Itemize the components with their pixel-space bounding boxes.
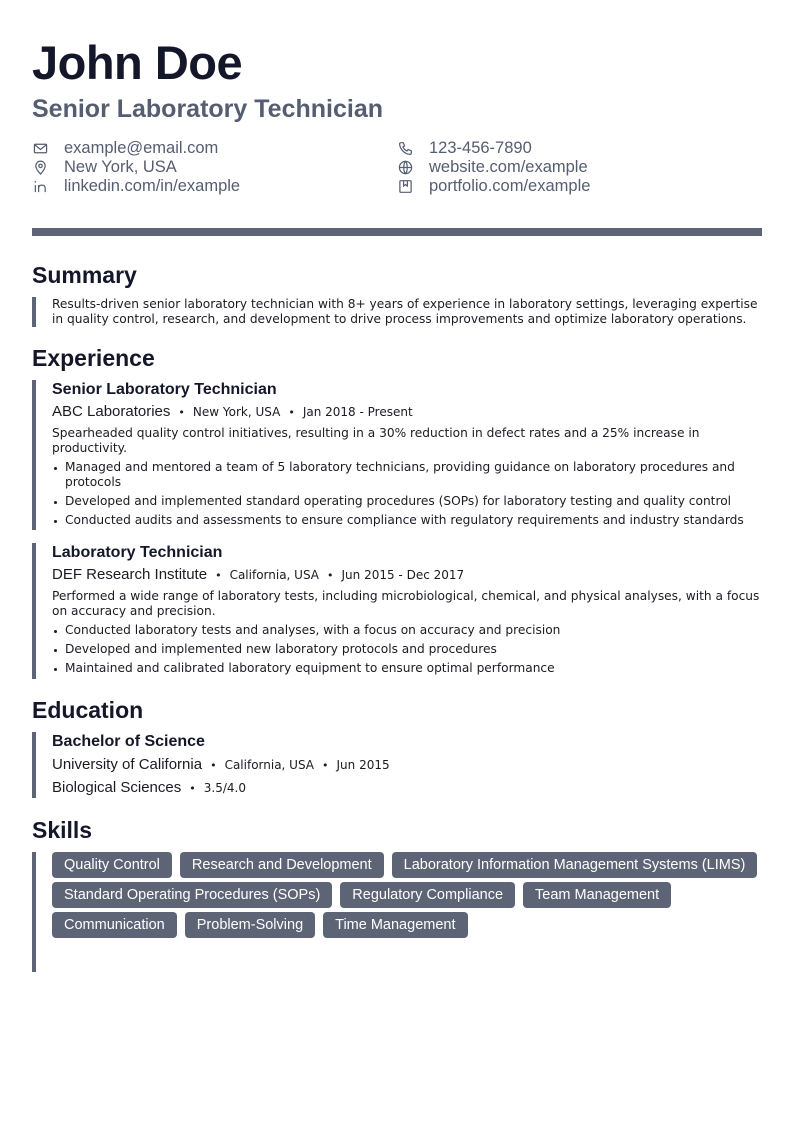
contact-column-right bbox=[397, 139, 590, 196]
separator-dot: • bbox=[210, 759, 217, 772]
contact-phone[interactable] bbox=[397, 139, 590, 158]
job-company: ABC Laboratories bbox=[52, 403, 171, 420]
skills-heading: Skills bbox=[32, 817, 93, 843]
education-field: Biological Sciences bbox=[52, 779, 182, 796]
education-institution-line bbox=[52, 755, 762, 775]
job-title: Laboratory Technician bbox=[52, 544, 223, 561]
contact-email[interactable] bbox=[32, 139, 240, 158]
contact-linkedin-text: linkedin.com/in/example bbox=[64, 177, 241, 195]
linkedin-icon bbox=[32, 179, 48, 195]
experience-heading: Experience bbox=[32, 345, 155, 371]
skills-block bbox=[32, 852, 762, 972]
skill-tag: Time Management bbox=[323, 912, 467, 938]
job-title: Senior Laboratory Technician bbox=[52, 381, 277, 398]
job-bullets bbox=[52, 623, 762, 676]
job-company: DEF Research Institute bbox=[52, 566, 208, 583]
skill-tag: Communication bbox=[52, 912, 177, 938]
job-description: Spearheaded quality control initiatives, resulting in a 30% reduction in defect rates and a 25% increase in productivity. bbox=[52, 426, 700, 455]
education-item bbox=[32, 732, 762, 798]
education-date: Jun 2015 bbox=[336, 758, 390, 772]
job-bullet: Conducted audits and assessments to ensure compliance with regulatory requirements and industry standards bbox=[52, 513, 762, 528]
job-bullet: Conducted laboratory tests and analyses, with a focus on accuracy and precision bbox=[52, 623, 762, 638]
separator-dot: • bbox=[215, 569, 222, 582]
job-bullet: Managed and mentored a team of 5 laboratory technicians, providing guidance on laboratory procedures and protocols bbox=[52, 460, 762, 490]
summary-block bbox=[32, 297, 762, 327]
job-bullets bbox=[52, 460, 762, 528]
job-description: Performed a wide range of laboratory tests, including microbiological, chemical, and physical analyses, with a focus on accuracy and precision. bbox=[52, 589, 760, 618]
education-field-line bbox=[52, 778, 762, 798]
separator-dot: • bbox=[189, 782, 196, 795]
contact-website[interactable] bbox=[397, 158, 590, 177]
separator-dot: • bbox=[327, 569, 334, 582]
phone-icon bbox=[397, 141, 413, 157]
experience-item bbox=[32, 543, 762, 679]
skill-tag: Research and Development bbox=[180, 852, 384, 878]
contact-phone-text: 123-456-7890 bbox=[429, 139, 532, 157]
contact-linkedin[interactable] bbox=[32, 177, 240, 196]
education-institution: University of California bbox=[52, 756, 203, 773]
skills-list bbox=[52, 852, 762, 938]
job-location: California, USA bbox=[229, 568, 320, 582]
job-location: New York, USA bbox=[192, 405, 281, 419]
job-meta bbox=[52, 566, 762, 585]
header-divider bbox=[32, 228, 762, 236]
candidate-name: John Doe bbox=[32, 36, 243, 89]
skill-tag: Laboratory Information Management Systems (LIMS) bbox=[392, 852, 758, 878]
contact-email-text: example@email.com bbox=[64, 139, 219, 157]
experience-item bbox=[32, 380, 762, 530]
globe-icon bbox=[397, 160, 413, 176]
job-meta bbox=[52, 403, 762, 422]
contact-location bbox=[32, 158, 240, 177]
map-pin-icon bbox=[32, 160, 48, 176]
education-location: California, USA bbox=[224, 758, 315, 772]
contact-portfolio[interactable] bbox=[397, 177, 590, 196]
education-gpa: 3.5/4.0 bbox=[203, 781, 246, 795]
skill-tag: Standard Operating Procedures (SOPs) bbox=[52, 882, 332, 908]
mail-icon bbox=[32, 141, 48, 157]
job-bullet: Developed and implemented new laboratory protocols and procedures bbox=[52, 642, 762, 657]
contact-portfolio-text: portfolio.com/example bbox=[429, 177, 591, 195]
job-bullet: Developed and implemented standard operating procedures (SOPs) for laboratory testing and quality control bbox=[52, 494, 762, 509]
portfolio-icon bbox=[397, 179, 413, 195]
separator-dot: • bbox=[288, 406, 295, 419]
candidate-headline: Senior Laboratory Technician bbox=[32, 95, 384, 123]
contact-info bbox=[32, 139, 762, 199]
summary-text: Results-driven senior laboratory technician with 8+ years of experience in laboratory settings, leveraging expertise in quality control, research, and development to drive process improvements and optimize laboratory operations. bbox=[52, 297, 758, 326]
contact-column-left bbox=[32, 139, 240, 196]
summary-heading: Summary bbox=[32, 262, 137, 288]
education-degree: Bachelor of Science bbox=[52, 733, 205, 750]
skill-tag: Regulatory Compliance bbox=[340, 882, 515, 908]
job-dates: Jan 2018 - Present bbox=[302, 405, 413, 419]
skill-tag: Quality Control bbox=[52, 852, 172, 878]
separator-dot: • bbox=[178, 406, 185, 419]
education-heading: Education bbox=[32, 697, 144, 723]
separator-dot: • bbox=[322, 759, 329, 772]
skill-tag: Problem-Solving bbox=[185, 912, 315, 938]
skill-tag: Team Management bbox=[523, 882, 671, 908]
job-dates: Jun 2015 - Dec 2017 bbox=[341, 568, 465, 582]
job-bullet: Maintained and calibrated laboratory equipment to ensure optimal performance bbox=[52, 661, 762, 676]
contact-location-text: New York, USA bbox=[64, 158, 177, 176]
contact-website-text: website.com/example bbox=[429, 158, 588, 176]
